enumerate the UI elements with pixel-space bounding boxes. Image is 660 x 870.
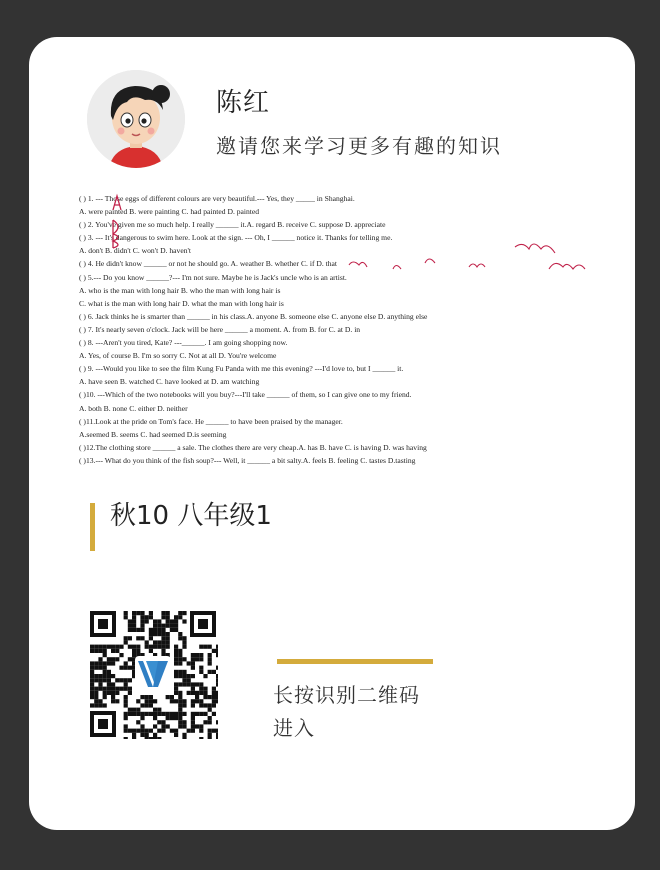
qr-divider-line	[277, 659, 433, 664]
scan-instruction-line: 进入	[273, 716, 315, 740]
invite-subtitle: 邀请您来学习更多有趣的知识	[216, 134, 502, 158]
worksheet-line: ( ) 3. --- It's dangerous to swim here. Look at the sign. --- Oh, I ______ notice it. Thanks for telling me.	[79, 233, 393, 243]
share-card	[29, 37, 635, 830]
worksheet-line: ( ) 6. Jack thinks he is smarter than ______ in his class.A. anyone B. someone else C. anyone else D. anything else	[79, 311, 428, 321]
avatar-illustration	[87, 70, 185, 168]
worksheet-line: ( ) 9. ---Would you like to see the film Kung Fu Panda with me this evening? ---I'd love to, but I ______ it.	[79, 364, 404, 374]
worksheet-line: ( ) 8. ---Aren't you tired, Kate? ---______. I am going shopping now.	[79, 338, 288, 348]
handwriting-marks	[79, 185, 609, 475]
worksheet-line: A. both B. none C. either D. neither	[79, 403, 188, 413]
worksheet-line: ( ) 2. You've given me so much help. I really ______ it.A. regard B. receive C. suppose D. appreciate	[79, 220, 386, 230]
worksheet-line: ( ) 1. --- Those eggs of different colours are very beautiful.--- Yes, they _____ in Shanghai.	[79, 194, 355, 203]
worksheet-line: A. Yes, of course B. I'm so sorry C. Not at all D. You're welcome	[79, 351, 277, 361]
worksheet-line: ( ) 7. It's nearly seven o'clock. Jack will be here ______ a moment. A. from B. for C. at D. in	[79, 324, 361, 334]
course-title: 秋10 八年级1	[110, 501, 272, 531]
user-name: 陈红	[216, 88, 271, 118]
worksheet-line: ( )13.--- What do you think of the fish soup?--- Well, it ______ a bit salty.A. feels B. feeling C. tastes D.tasting	[79, 455, 416, 465]
worksheet-line: ( )12.The clothing store ______ a sale. The clothes there are very cheap.A. has B. have C. is having D. was having	[79, 442, 427, 452]
worksheet-line: A.seemed B. seems C. had seemed D.is seeming	[79, 429, 227, 439]
worksheet-line: A. have seen B. watched C. have looked at D. am watching	[79, 377, 260, 387]
worksheet-line: ( )11.Look at the pride on Tom's face. He ______ to have been praised by the manager.	[79, 416, 343, 426]
worksheet-line: A. don't B. didn't C. won't D. haven't	[79, 246, 191, 256]
scan-instruction-line: 长按识别二维码	[273, 683, 420, 707]
avatar	[87, 70, 185, 168]
title-accent-bar	[90, 503, 95, 551]
worksheet-line: C. what is the man with long hair D. what the man with long hair is	[79, 298, 284, 308]
worksheet-line: A. were painted B. were painting C. had painted D. painted	[79, 207, 260, 217]
worksheet-line: A. who is the man with long hair B. who the man with long hair is	[79, 285, 281, 295]
worksheet-line: ( ) 4. He didn't know ______ or not he should go. A. weather B. whether C. if D. that	[79, 259, 338, 269]
qr-code[interactable]	[88, 609, 218, 739]
scan-instructions	[273, 679, 420, 745]
worksheet-line: ( )10. ---Which of the two notebooks will you buy?---I'll take ______ of them, so I can give one to my friend.	[79, 390, 412, 400]
worksheet-image	[79, 185, 609, 475]
worksheet-line: ( ) 5.--- Do you know ______?--- I'm not sure. Maybe he is Jack's uncle who is an artist.	[79, 272, 347, 282]
qr-code-graphic	[88, 609, 218, 739]
